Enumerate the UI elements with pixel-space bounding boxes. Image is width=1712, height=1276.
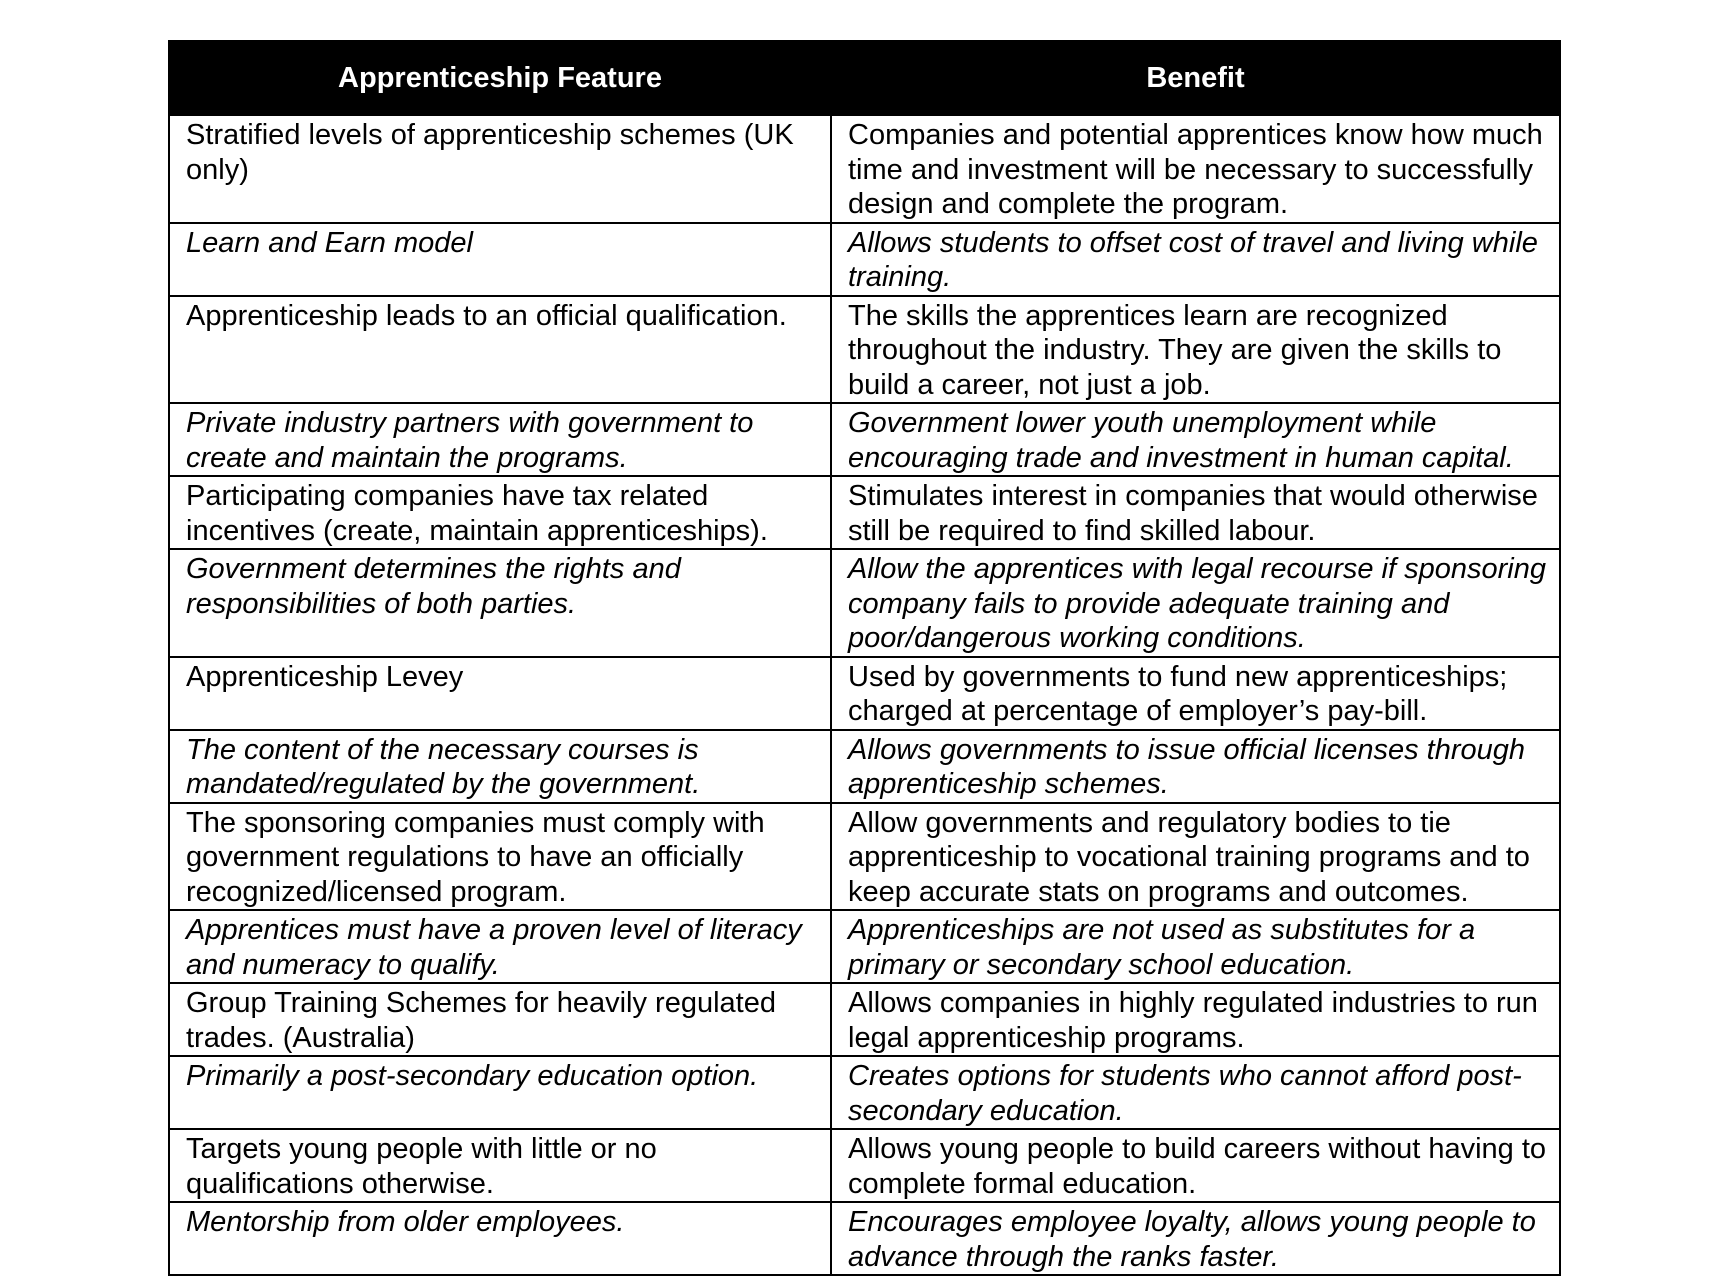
benefit-cell: Creates options for students who cannot afford post-secondary education. xyxy=(831,1056,1560,1129)
table-row xyxy=(169,910,1560,983)
column-header-feature: Apprenticeship Feature xyxy=(169,41,831,115)
benefit-cell: Allows students to offset cost of travel and living while training. xyxy=(831,223,1560,296)
benefit-cell: The skills the apprentices learn are recognized throughout the industry. They are given the skills to build a career, not just a job. xyxy=(831,296,1560,404)
benefit-cell: Allows young people to build careers without having to complete formal education. xyxy=(831,1129,1560,1202)
table-row xyxy=(169,1056,1560,1129)
table-row xyxy=(169,730,1560,803)
benefit-cell: Companies and potential apprentices know how much time and investment will be necessary to successfully design and complete the program. xyxy=(831,115,1560,223)
benefit-cell: Allow governments and regulatory bodies to tie apprenticeship to vocational training programs and to keep accurate stats on programs and outcomes. xyxy=(831,803,1560,911)
benefit-cell: Stimulates interest in companies that would otherwise still be required to find skilled labour. xyxy=(831,476,1560,549)
table-row xyxy=(169,803,1560,911)
table-row xyxy=(169,296,1560,404)
feature-cell: Stratified levels of apprenticeship schemes (UK only) xyxy=(169,115,831,223)
table-row xyxy=(169,983,1560,1056)
table-row xyxy=(169,223,1560,296)
benefit-cell: Used by governments to fund new apprenticeships; charged at percentage of employer’s pay-bill. xyxy=(831,657,1560,730)
benefit-cell: Encourages employee loyalty, allows young people to advance through the ranks faster. xyxy=(831,1202,1560,1275)
benefit-cell: Allow the apprentices with legal recourse if sponsoring company fails to provide adequate training and poor/dangerous working conditions. xyxy=(831,549,1560,657)
apprenticeship-table xyxy=(168,40,1561,1276)
feature-cell: Learn and Earn model xyxy=(169,223,831,296)
feature-cell: Government determines the rights and responsibilities of both parties. xyxy=(169,549,831,657)
feature-cell: Private industry partners with government to create and maintain the programs. xyxy=(169,403,831,476)
feature-cell: Group Training Schemes for heavily regulated trades. (Australia) xyxy=(169,983,831,1056)
table-row xyxy=(169,476,1560,549)
table-row xyxy=(169,1129,1560,1202)
feature-cell: Mentorship from older employees. xyxy=(169,1202,831,1275)
benefit-cell: Government lower youth unemployment while encouraging trade and investment in human capital. xyxy=(831,403,1560,476)
feature-cell: Apprenticeship Levey xyxy=(169,657,831,730)
feature-cell: The sponsoring companies must comply with government regulations to have an officially recognized/licensed program. xyxy=(169,803,831,911)
table-row xyxy=(169,403,1560,476)
benefit-cell: Allows governments to issue official licenses through apprenticeship schemes. xyxy=(831,730,1560,803)
feature-cell: Participating companies have tax related incentives (create, maintain apprenticeships). xyxy=(169,476,831,549)
feature-cell: The content of the necessary courses is mandated/regulated by the government. xyxy=(169,730,831,803)
table-row xyxy=(169,549,1560,657)
benefit-cell: Apprenticeships are not used as substitutes for a primary or secondary school education. xyxy=(831,910,1560,983)
feature-cell: Apprenticeship leads to an official qualification. xyxy=(169,296,831,404)
feature-cell: Apprentices must have a proven level of literacy and numeracy to qualify. xyxy=(169,910,831,983)
table-row xyxy=(169,657,1560,730)
table-row xyxy=(169,1202,1560,1275)
table-row xyxy=(169,115,1560,223)
feature-cell: Targets young people with little or no qualifications otherwise. xyxy=(169,1129,831,1202)
column-header-benefit: Benefit xyxy=(831,41,1560,115)
table-header-row xyxy=(169,41,1560,115)
benefit-cell: Allows companies in highly regulated industries to run legal apprenticeship programs. xyxy=(831,983,1560,1056)
feature-cell: Primarily a post-secondary education option. xyxy=(169,1056,831,1129)
